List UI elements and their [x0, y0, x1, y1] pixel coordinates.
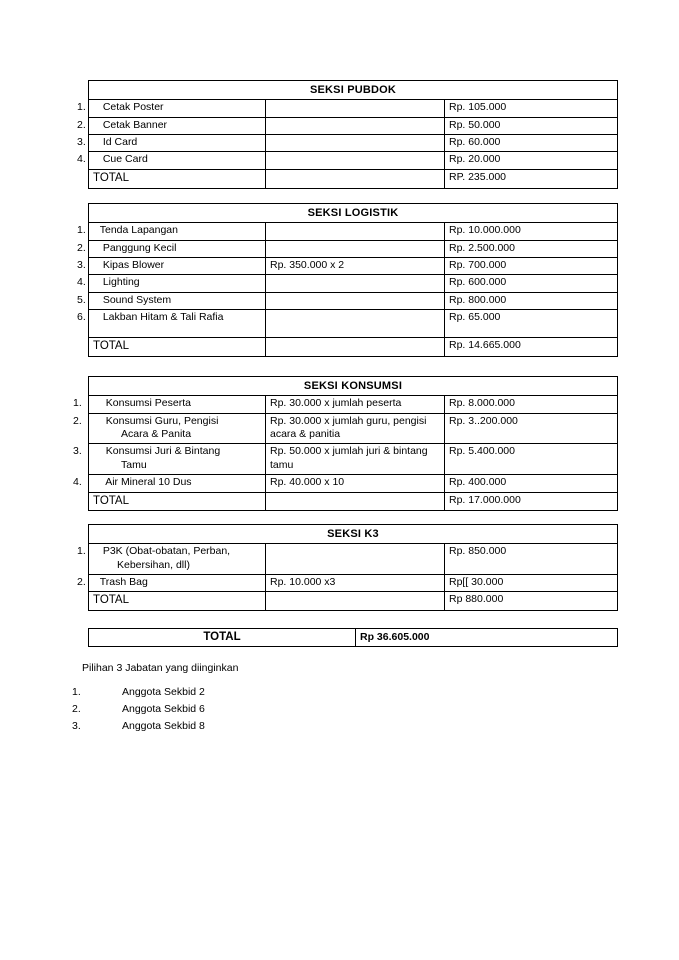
- calc-cell: [266, 240, 445, 257]
- item-label: P3K (Obat-obatan, Perban, Kebersihan, dll): [102, 545, 234, 571]
- calc-cell: [266, 223, 445, 240]
- table-row: [89, 257, 618, 274]
- item-label: Lakban Hitam & Tali Rafia: [102, 311, 224, 324]
- item-cell: 1. Konsumsi Peserta: [89, 396, 266, 413]
- table-row: [89, 134, 618, 151]
- list-item-label: Anggota Sekbid 8: [122, 720, 205, 732]
- item-label: Kipas Blower: [102, 258, 165, 271]
- table-row: [89, 292, 618, 309]
- amount-cell: Rp. 850.000: [445, 544, 618, 575]
- grand-total-label: TOTAL: [89, 629, 356, 647]
- grand-total-value: Rp 36.605.000: [356, 629, 618, 647]
- calc-cell: Rp. 30.000 x jumlah peserta: [266, 396, 445, 413]
- table-total-row: [89, 338, 618, 357]
- amount-cell: Rp. 400.000: [445, 475, 618, 492]
- item-label: Konsumsi Guru, Pengisi Acara & Panita: [105, 414, 221, 440]
- amount-cell: Rp. 600.000: [445, 275, 618, 292]
- calc-cell: Rp. 350.000 x 2: [266, 257, 445, 274]
- table-row: [89, 240, 618, 257]
- amount-cell: Rp. 5.400.000: [445, 444, 618, 475]
- item-cell: 2. Trash Bag: [89, 574, 266, 591]
- item-cell: 4. Cue Card: [89, 152, 266, 169]
- item-label: Id Card: [102, 135, 138, 148]
- table-row: [89, 275, 618, 292]
- item-cell: 2. Konsumsi Guru, Pengisi Acara & Panita: [89, 413, 266, 444]
- table-row: [89, 544, 618, 575]
- table-header-row: [89, 204, 618, 223]
- calc-cell: [266, 152, 445, 169]
- item-label: Panggung Kecil: [102, 241, 177, 254]
- item-label: Cetak Banner: [102, 118, 168, 131]
- list-item-label: Anggota Sekbid 2: [122, 686, 205, 698]
- total-calc: [266, 169, 445, 188]
- calc-cell: [266, 292, 445, 309]
- table-row: [89, 152, 618, 169]
- list-item: [72, 684, 205, 701]
- table-header-row: [89, 377, 618, 396]
- total-amount: Rp 880.000: [445, 592, 618, 611]
- item-cell: 2. Cetak Banner: [89, 117, 266, 134]
- amount-cell: Rp. 20.000: [445, 152, 618, 169]
- item-label: Trash Bag: [99, 575, 148, 588]
- item-label: Air Mineral 10 Dus: [105, 476, 192, 489]
- calc-cell: Rp. 10.000 x3: [266, 574, 445, 591]
- item-label: Cue Card: [102, 153, 148, 166]
- calc-cell: [266, 544, 445, 575]
- item-cell: 3. Konsumsi Juri & Bintang Tamu: [89, 444, 266, 475]
- list-item: [72, 718, 205, 735]
- list-item: [72, 701, 205, 718]
- table-total-row: [89, 492, 618, 511]
- footer-note: Pilihan 3 Jabatan yang diinginkan: [82, 662, 239, 674]
- calc-cell: Rp. 30.000 x jumlah guru, pengisi acara & panitia: [266, 413, 445, 444]
- list-item-label: Anggota Sekbid 6: [122, 703, 205, 715]
- calc-cell: [266, 117, 445, 134]
- table-total-row: [89, 169, 618, 188]
- amount-cell: Rp. 2.500.000: [445, 240, 618, 257]
- amount-cell: Rp. 105.000: [445, 100, 618, 117]
- table-total-row: [89, 592, 618, 611]
- calc-cell: [266, 134, 445, 151]
- item-label: Tenda Lapangan: [99, 224, 178, 237]
- table-row: [89, 574, 618, 591]
- table-row: [89, 475, 618, 492]
- item-cell: 1. P3K (Obat-obatan, Perban, Kebersihan, dll): [89, 544, 266, 575]
- item-cell: 5. Sound System: [89, 292, 266, 309]
- calc-cell: [266, 100, 445, 117]
- table-row: [89, 413, 618, 444]
- item-cell: 3. Kipas Blower: [89, 257, 266, 274]
- section-title: SEKSI KONSUMSI: [89, 377, 618, 396]
- table-row: [89, 310, 618, 338]
- amount-cell: Rp. 3..200.000: [445, 413, 618, 444]
- calc-cell: Rp. 50.000 x jumlah juri & bintang tamu: [266, 444, 445, 475]
- table-seksi-logistik: [77, 203, 618, 357]
- amount-cell: Rp. 700.000: [445, 257, 618, 274]
- table-row: [89, 444, 618, 475]
- table-row: [89, 396, 618, 413]
- total-amount: Rp. 14.665.000: [445, 338, 618, 357]
- calc-cell: [266, 275, 445, 292]
- section-title: SEKSI PUBDOK: [89, 81, 618, 100]
- list-item-number: 3.: [72, 720, 81, 732]
- table-header-row: [89, 81, 618, 100]
- table-seksi-pubdok: [77, 80, 618, 189]
- item-cell: 4. Air Mineral 10 Dus: [89, 475, 266, 492]
- calc-cell: Rp. 40.000 x 10: [266, 475, 445, 492]
- item-cell: 1. Tenda Lapangan: [89, 223, 266, 240]
- amount-cell: Rp. 50.000: [445, 117, 618, 134]
- amount-cell: Rp. 800.000: [445, 292, 618, 309]
- table-grand-total: [88, 628, 618, 647]
- amount-cell: Rp. 8.000.000: [445, 396, 618, 413]
- total-label: TOTAL: [89, 592, 266, 611]
- item-label: Konsumsi Juri & Bintang Tamu: [105, 445, 223, 471]
- amount-cell: Rp. 65.000: [445, 310, 618, 338]
- item-label: Konsumsi Peserta: [105, 397, 191, 410]
- total-calc: [266, 492, 445, 511]
- item-cell: 2. Panggung Kecil: [89, 240, 266, 257]
- total-label: TOTAL: [89, 492, 266, 511]
- item-cell: 4. Lighting: [89, 275, 266, 292]
- total-label: TOTAL: [89, 338, 266, 357]
- total-label: TOTAL: [89, 169, 266, 188]
- list-item-number: 2.: [72, 703, 81, 715]
- calc-cell: [266, 310, 445, 338]
- table-header-row: [89, 525, 618, 544]
- table-row: [89, 117, 618, 134]
- amount-cell: Rp. 10.000.000: [445, 223, 618, 240]
- item-label: Cetak Poster: [102, 101, 164, 114]
- table-row: [89, 100, 618, 117]
- amount-cell: Rp[[ 30.000: [445, 574, 618, 591]
- total-amount: RP. 235.000: [445, 169, 618, 188]
- section-title: SEKSI K3: [89, 525, 618, 544]
- list-item-number: 1.: [72, 686, 81, 698]
- table-row: [89, 223, 618, 240]
- item-cell: 6. Lakban Hitam & Tali Rafia: [89, 310, 266, 338]
- item-label: Lighting: [102, 276, 140, 289]
- total-amount: Rp. 17.000.000: [445, 492, 618, 511]
- item-label: Sound System: [102, 293, 172, 306]
- section-title: SEKSI LOGISTIK: [89, 204, 618, 223]
- item-cell: 3. Id Card: [89, 134, 266, 151]
- table-seksi-k3: [77, 524, 618, 611]
- total-calc: [266, 592, 445, 611]
- total-calc: [266, 338, 445, 357]
- footer-preference-list: [72, 684, 205, 735]
- grand-total-row: [89, 629, 618, 647]
- table-seksi-konsumsi: [73, 376, 618, 511]
- amount-cell: Rp. 60.000: [445, 134, 618, 151]
- item-cell: 1. Cetak Poster: [89, 100, 266, 117]
